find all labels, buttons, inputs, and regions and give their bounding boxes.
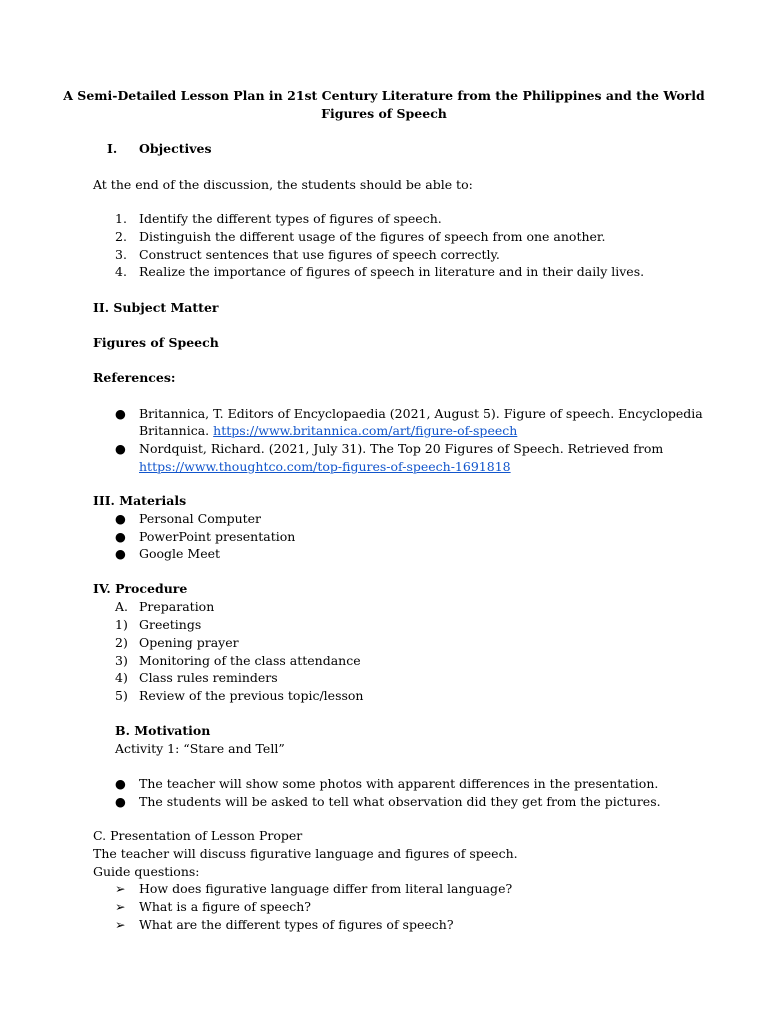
reference-text: Britannica. [139,423,214,438]
objective-item: Construct sentences that use figures of speech correctly. [139,247,500,262]
objectives-intro: At the end of the discussion, the students should be able to: [93,177,473,192]
references-heading: References: [93,370,176,385]
document-subtitle: Figures of Speech [321,106,447,121]
bullet-icon: ● [115,776,126,791]
materials-heading: III. Materials [93,493,187,508]
reference-line: Britannica, T. Editors of Encyclopaedia (2021, August 5). Figure of speech. Encyclopedia [139,406,703,421]
guide-questions-label: Guide questions: [93,864,200,879]
bullet-icon: ● [115,406,126,421]
objectives-heading: Objectives [139,141,212,156]
motivation-item: The students will be asked to tell what observation did they get from the pictures. [139,794,661,809]
prep-number: 3) [115,653,128,668]
objective-number: 3. [115,247,127,262]
bullet-icon: ● [115,529,126,544]
objective-number: 2. [115,229,127,244]
presentation-heading: C. Presentation of Lesson Proper [93,828,303,843]
presentation-text: The teacher will discuss figurative language and figures of speech. [93,846,518,861]
prep-item: Opening prayer [139,635,239,650]
procedure-heading: IV. Procedure [93,581,188,596]
arrow-bullet-icon: ➢ [115,917,126,932]
arrow-bullet-icon: ➢ [115,899,126,914]
preparation-letter: A. [115,599,129,614]
subject-matter-heading: II. Subject Matter [93,300,219,315]
reference-line [139,458,511,475]
preparation-label: Preparation [139,599,215,614]
prep-item: Review of the previous topic/lesson [139,688,364,703]
prep-number: 2) [115,635,128,650]
subject-topic: Figures of Speech [93,335,219,350]
objective-number: 4. [115,264,127,279]
motivation-heading: B. Motivation [115,723,211,738]
document-title: A Semi-Detailed Lesson Plan in 21st Century Literature from the Philippines and the World [63,88,705,103]
objectives-numeral: I. [107,141,118,156]
prep-number: 4) [115,670,128,685]
prep-item: Greetings [139,617,202,632]
prep-number: 1) [115,617,128,632]
reference-line: Nordquist, Richard. (2021, July 31). The Top 20 Figures of Speech. Retrieved from [139,441,664,456]
arrow-bullet-icon: ➢ [115,881,126,896]
material-item: Personal Computer [139,511,262,526]
prep-number: 5) [115,688,128,703]
guide-question: What is a figure of speech? [139,899,311,914]
bullet-icon: ● [115,546,126,561]
bullet-icon: ● [115,794,126,809]
material-item: Google Meet [139,546,221,561]
prep-item: Class rules reminders [139,670,278,685]
guide-question: What are the different types of figures of speech? [139,917,454,932]
bullet-icon: ● [115,441,126,456]
objective-item: Realize the importance of figures of speech in literature and in their daily lives. [139,264,645,279]
prep-item: Monitoring of the class attendance [139,653,361,668]
reference-line [139,422,517,439]
motivation-item: The teacher will show some photos with apparent differences in the presentation. [139,776,659,791]
activity-title: Activity 1: “Stare and Tell” [115,741,285,756]
objective-number: 1. [115,211,127,226]
material-item: PowerPoint presentation [139,529,296,544]
bullet-icon: ● [115,511,126,526]
reference-link-thoughtco[interactable]: https://www.thoughtco.com/top-figures-of-speech-1691818 [139,459,511,474]
objective-item: Identify the different types of figures of speech. [139,211,442,226]
reference-link-britannica[interactable]: https://www.britannica.com/art/figure-of-speech [213,423,518,438]
guide-question: How does figurative language differ from literal language? [139,881,513,896]
objective-item: Distinguish the different usage of the figures of speech from one another. [139,229,606,244]
